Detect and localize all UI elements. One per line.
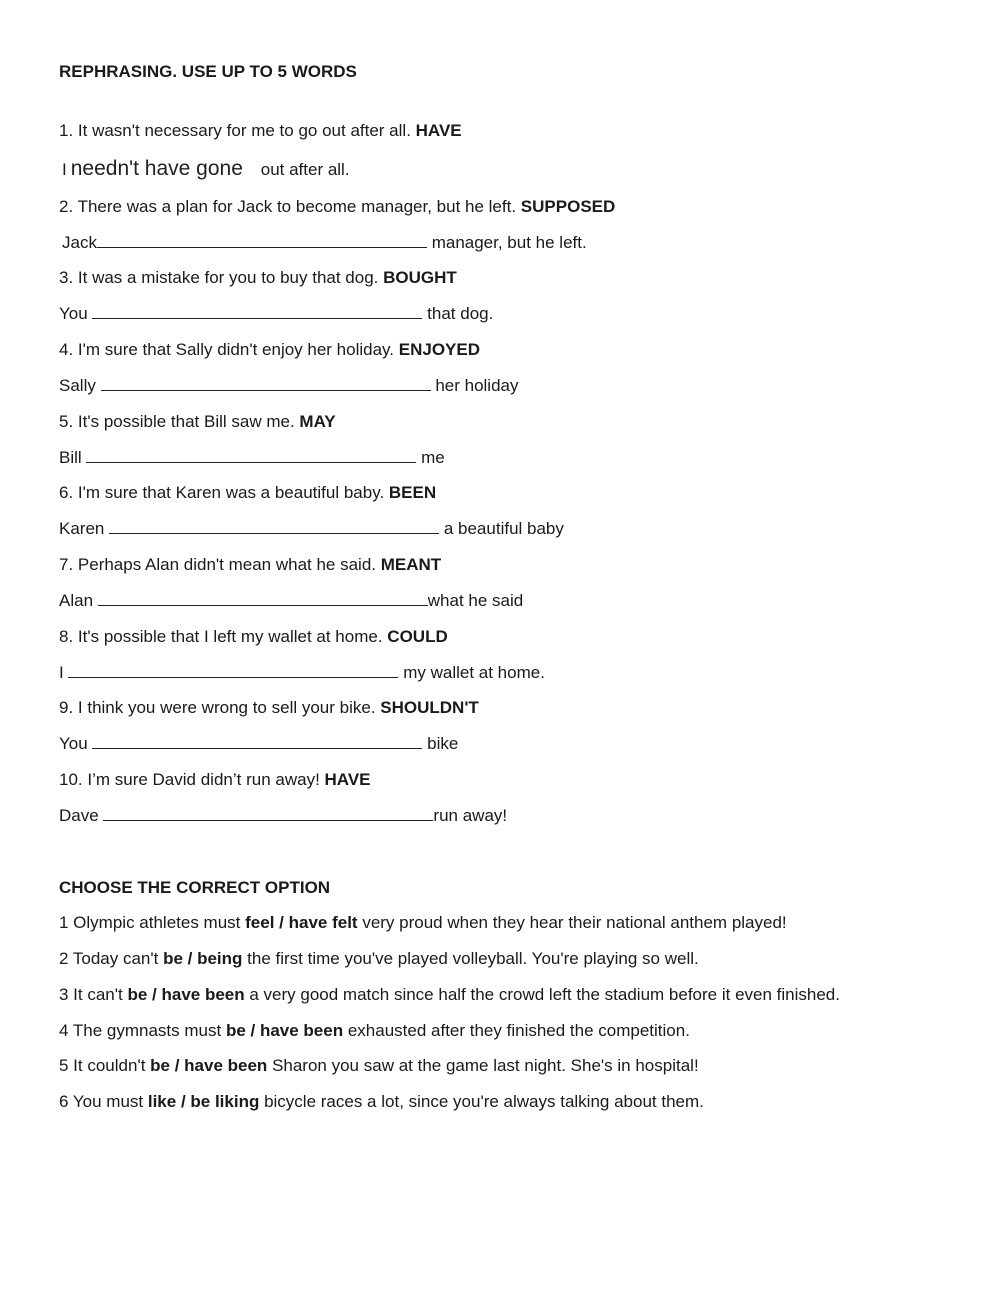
answer-start: Alan xyxy=(59,591,94,610)
answer-end: what he said xyxy=(427,591,524,610)
option-choices[interactable]: be / have been xyxy=(127,985,245,1004)
keyword: HAVE xyxy=(324,770,371,789)
sentence-before: 6 You must xyxy=(59,1092,144,1111)
question-1-answer-line xyxy=(62,157,350,181)
prompt-text: 1. It wasn't necessary for me to go out after all. xyxy=(59,121,411,140)
question-10-prompt xyxy=(59,770,371,790)
answer-blank-9[interactable] xyxy=(92,734,422,749)
answer-input-1[interactable] xyxy=(71,157,259,181)
answer-blank-7[interactable] xyxy=(98,591,428,606)
question-6-prompt xyxy=(59,483,436,503)
prompt-text: 6. I'm sure that Karen was a beautiful baby. xyxy=(59,483,385,502)
answer-end: her holiday xyxy=(435,376,519,395)
prompt-text: 5. It's possible that Bill saw me. xyxy=(59,412,295,431)
answer-start: Bill xyxy=(59,448,82,467)
answer-blank-4[interactable] xyxy=(101,376,431,391)
choice-item-3 xyxy=(59,985,840,1005)
answer-end: out after all. xyxy=(260,160,350,179)
answer-end: that dog. xyxy=(427,304,494,323)
option-choices[interactable]: like / be liking xyxy=(147,1092,260,1111)
prompt-text: 8. It's possible that I left my wallet at home. xyxy=(59,627,383,646)
prompt-text: 2. There was a plan for Jack to become manager, but he left. xyxy=(59,197,517,216)
keyword: BEEN xyxy=(388,483,437,502)
choice-item-6 xyxy=(59,1092,704,1112)
option-choices[interactable]: feel / have felt xyxy=(245,913,358,932)
answer-end: bike xyxy=(427,734,459,753)
choice-item-1 xyxy=(59,913,787,933)
question-5-answer-line xyxy=(59,448,445,468)
sentence-after: a very good match since half the crowd left the stadium before it even finished. xyxy=(249,985,840,1004)
answer-start: You xyxy=(59,734,88,753)
question-2-prompt xyxy=(59,197,615,217)
question-1-prompt xyxy=(59,121,462,141)
option-choices[interactable]: be / have been xyxy=(150,1056,268,1075)
question-3-answer-line xyxy=(59,304,493,324)
choice-item-2 xyxy=(59,949,699,969)
question-3-prompt xyxy=(59,268,457,288)
section-title-rephrasing: REPHRASING. USE UP TO 5 WORDS xyxy=(59,62,357,81)
answer-end: manager, but he left. xyxy=(431,233,587,252)
answer-start: Dave xyxy=(59,806,99,825)
prompt-text: 10. I’m sure David didn’t run away! xyxy=(59,770,320,789)
sentence-before: 3 It can't xyxy=(59,985,123,1004)
question-5-prompt xyxy=(59,412,336,432)
keyword: SUPPOSED xyxy=(520,197,616,216)
option-choices[interactable]: be / being xyxy=(163,949,243,968)
question-8-prompt xyxy=(59,627,448,647)
answer-end: run away! xyxy=(433,806,508,825)
prompt-text: 9. I think you were wrong to sell your bike. xyxy=(59,698,376,717)
keyword: ENJOYED xyxy=(398,340,481,359)
prompt-text: 3. It was a mistake for you to buy that dog. xyxy=(59,268,379,287)
answer-start: Sally xyxy=(59,376,96,395)
question-6-answer-line xyxy=(59,519,564,539)
option-choices[interactable]: be / have been xyxy=(225,1021,344,1040)
question-7-prompt xyxy=(59,555,441,575)
answer-blank-8[interactable] xyxy=(68,663,398,678)
answer-blank-10[interactable] xyxy=(103,806,433,821)
choice-item-5 xyxy=(59,1056,699,1076)
answer-end: a beautiful baby xyxy=(443,519,564,538)
question-4-prompt xyxy=(59,340,480,360)
question-10-answer-line xyxy=(59,806,507,826)
answer-end: my wallet at home. xyxy=(403,663,545,682)
answer-end: me xyxy=(421,448,445,467)
keyword: BOUGHT xyxy=(383,268,457,287)
question-2-answer-line xyxy=(62,233,587,253)
answer-start: I xyxy=(59,663,64,682)
sentence-before: 1 Olympic athletes must xyxy=(59,913,241,932)
answer-start: I xyxy=(62,160,67,179)
keyword: MAY xyxy=(299,412,336,431)
answer-blank-5[interactable] xyxy=(86,448,416,463)
sentence-before: 4 The gymnasts must xyxy=(59,1021,222,1040)
question-7-answer-line xyxy=(59,591,523,611)
sentence-after: very proud when they hear their national anthem played! xyxy=(362,913,787,932)
choice-item-4 xyxy=(59,1021,690,1041)
answer-blank-3[interactable] xyxy=(92,304,422,319)
sentence-before: 5 It couldn't xyxy=(59,1056,146,1075)
keyword: COULD xyxy=(387,627,448,646)
answer-start: You xyxy=(59,304,88,323)
prompt-text: 4. I'm sure that Sally didn't enjoy her holiday. xyxy=(59,340,395,359)
section-title-choose-option: CHOOSE THE CORRECT OPTION xyxy=(59,878,331,897)
sentence-after: Sharon you saw at the game last night. She's in hospital! xyxy=(272,1056,699,1075)
question-8-answer-line xyxy=(59,663,545,683)
prompt-text: 7. Perhaps Alan didn't mean what he said. xyxy=(59,555,377,574)
answer-blank-6[interactable] xyxy=(109,519,439,534)
sentence-after: exhausted after they finished the competition. xyxy=(347,1021,690,1040)
sentence-before: 2 Today can't xyxy=(59,949,159,968)
keyword: HAVE xyxy=(415,121,462,140)
answer-start: Jack xyxy=(62,233,97,252)
question-9-prompt xyxy=(59,698,479,718)
sentence-after: the first time you've played volleyball. You're playing so well. xyxy=(247,949,699,968)
answer-start: Karen xyxy=(59,519,105,538)
question-9-answer-line xyxy=(59,734,458,754)
answer-blank-2[interactable] xyxy=(97,233,427,248)
keyword: MEANT xyxy=(380,555,442,574)
sentence-after: bicycle races a lot, since you're always talking about them. xyxy=(264,1092,704,1111)
keyword: SHOULDN'T xyxy=(380,698,479,717)
question-4-answer-line xyxy=(59,376,519,396)
